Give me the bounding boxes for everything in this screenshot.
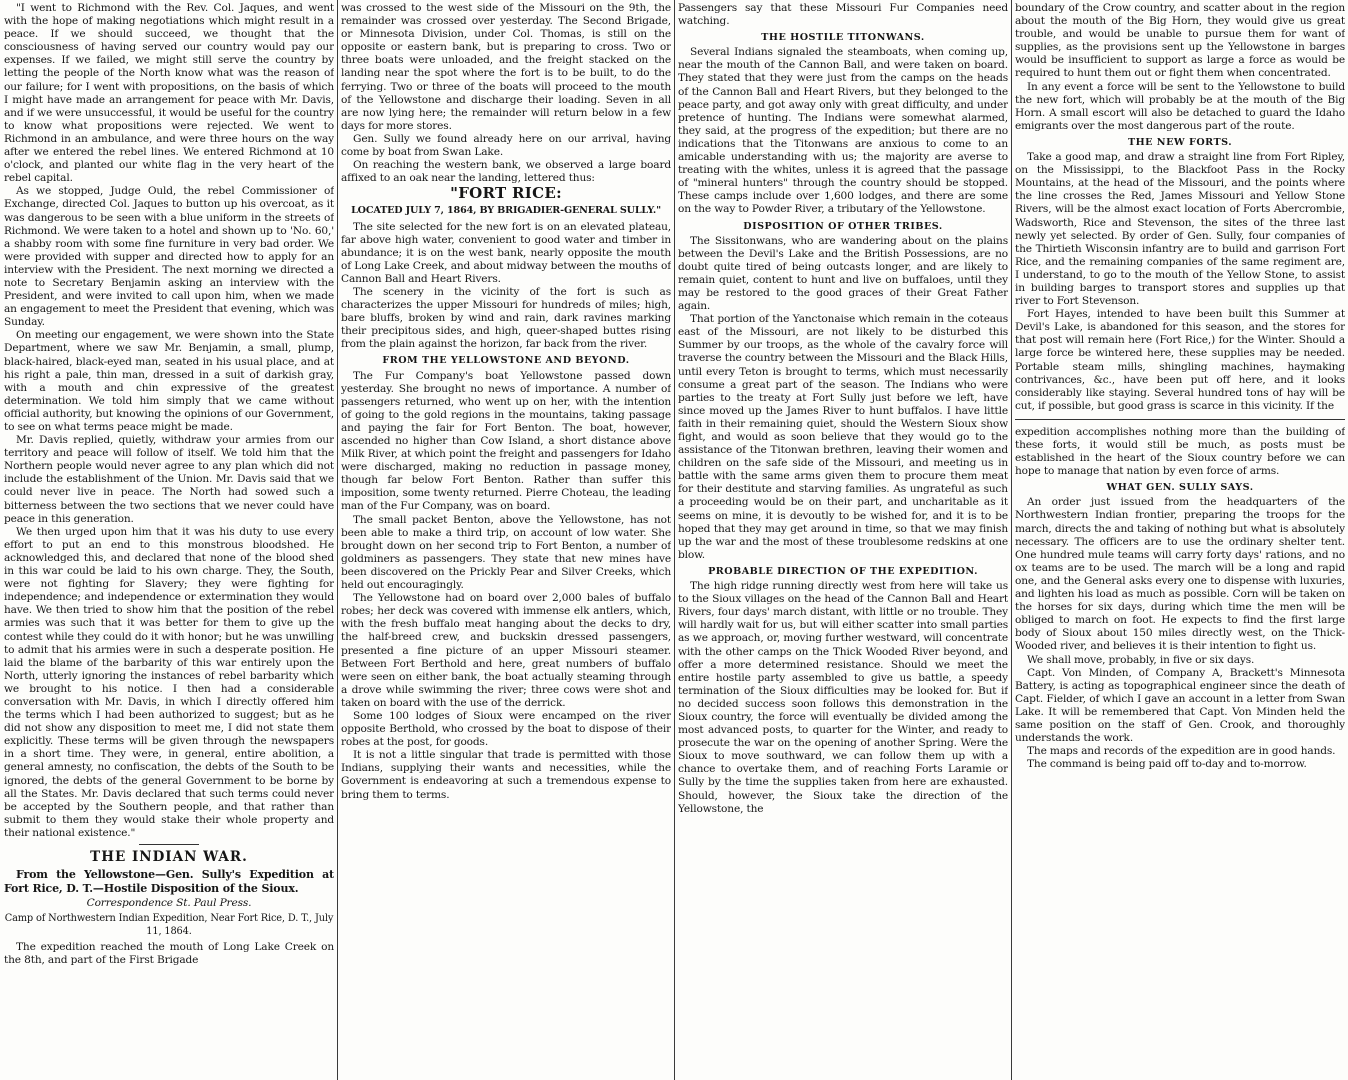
paragraph: The Yellowstone had on board over 2,000 bales of buffalo robes; her deck was covered with immense elk antlers, which, with the fresh buffalo meat hanging about the decks to dry, the half-breed crew, and buckskin dressed passengers, presented a fine picture of an upper Missouri steamer. Between Fort Berthold and here, great numbers of buffalo were seen on either bank, the boat actually steaming through a drove while swimming the river; three cows were shot and taken on board with the use of the derrick. bbox=[341, 592, 671, 709]
section-divider bbox=[139, 844, 199, 845]
paragraph: Passengers say that these Missouri Fur Companies need watching. bbox=[678, 2, 1008, 28]
paragraph: The command is being paid off to-day and to-morrow. bbox=[1027, 758, 1307, 771]
section-heading: FROM THE YELLOWSTONE AND BEYOND. bbox=[382, 355, 630, 367]
paragraph: That portion of the Yanctonaise which remain in the coteaus east of the Missouri, are not likely to be disturbed this Summer by our troops, as the whole of the cavalry force will traverse the country between the Missouri and the Black Hills, until every Teton is brought to terms, which must necessarily consume a great part of the season. The Indians who were parties to the treaty at Fort Sully just before we left, have since moved up the James River to hunt buffalos. I have little faith in their remaining quiet, should the Western Sioux show fight, and would as soon believe that they would go to the assistance of the Titonwan brethren, leaving their women and children on the safe side of the Missouri, and meeting us in battle with the same arms given them to procure them meat for their destitute and starving families. As ungrateful as such a proceeding would be on their part, and uncharitable as it seems on mine, it is devoutly to be wished for, and it is to be hoped that they may get around in time, so that we may finish up the war and the most of these troublesome redskins at one blow. bbox=[678, 313, 1008, 561]
paragraph: In any event a force will be sent to the Yellowstone to build the new fort, which will probably be at the mouth of the Big Horn. A small escort will also be detached to guard the Idaho emigrants over the most dangerous part of the route. bbox=[1015, 80, 1345, 132]
paragraph: The Sissitonwans, who are wandering about on the plains between the Devil's Lake and the British Possessions, are no doubt quite tired of being outcasts longer, and are likely to remain quiet, content to hunt and live on buffaloes, until they may be restored to the good graces of their Great Father again. bbox=[678, 234, 1008, 313]
paragraph: The high ridge running directly west from here will take us to the Sioux villages on the head of the Cannon Ball and Heart Rivers, four days' march distant, with little or no trouble. They will hardly wait for us, but will either scatter into small parties as we approach, or, moving further westward, will concentrate with the other camps on the Thick Wooded River beyond, and offer a more determined resistance. Should we meet the entire hostile party assembled to give us battle, a speedy termination of the Sioux difficulties may be looked for. But if no decided success soon follows this demonstration in the Sioux country, the force will eventually be divided among the most advanced posts, to quarter for the Winter, and ready to prosecute the war on the opening of another Spring. Were the Sioux to move southward, we can follow them up with a chance to overtake them, and of reaching Forts Laramie or Sully by the time the supplies taken from here are exhausted. Should, however, the Sioux take the direction of the Yellowstone, the bbox=[678, 580, 1008, 815]
section-heading: THE NEW FORTS. bbox=[1127, 136, 1233, 148]
paragraph: The maps and records of the expedition are in good hands. bbox=[1027, 745, 1336, 758]
article-title: THE INDIAN WAR. bbox=[90, 849, 248, 865]
column-3 bbox=[678, 2, 1008, 1078]
paragraph: Fort Hayes, intended to have been built this Summer at Devil's Lake, is abandoned for this season, and the stores for that post will remain here (Fort Rice,) for the Winter. Should a large force be wintered here, these supplies may be needed. Portable steam mills, shingling machines, haymaking contrivances, &c., have been put off here, and it looks considerably like staying. Several hundred tons of hay will be cut, if possible, but good grass is scarce in this vicinity. If the bbox=[1015, 308, 1345, 412]
sign-subheading: LOCATED JULY 7, 1864, BY BRIGADIER-GENERAL SULLY." bbox=[351, 205, 661, 217]
paragraph: The small packet Benton, above the Yellowstone, has not been able to make a third trip, on account of low water. She brought down on her second trip to Fort Benton, a number of goldminers as passengers. They state that new mines have been discovered on the Prickly Pear and Silver Creeks, which held out encouragingly. bbox=[341, 513, 671, 592]
paragraph: The scenery in the vicinity of the fort is such as characterizes the upper Missouri for hundreds of miles; high, bare bluffs, broken by wind and rain, dark ravines marking their precipitous sides, and high, queer-shaped buttes rising from the plain against the horizon, far back from the river. bbox=[341, 285, 671, 351]
column-4 bbox=[1015, 2, 1345, 1078]
paragraph: We then urged upon him that it was his duty to use every effort to put an end to this monstrous bloodshed. He acknowledged this, and declared that none of the blood shed in this war could be laid to his own charge. They, the South, were not fighting for Slavery; they were fighting for independence; and independence or extermination they would have. We then tried to show him that the position of the rebel armies was such that it was better for them to give up the contest while they could do it with honor; but he was unwilling to admit that his armies were in such a desperate position. He laid the blame of the barbarity of this war entirely upon the North, utterly ignoring the instances of rebel barbarity which we brought to his notice. I then had a considerable conversation with Mr. Davis, in which I directly offered him the terms which I had been authorized to suggest; but as he did not show any disposition to meet me, I did not state them explicitly. These terms will be given through the newspapers in a short time. They were, in general, entire abolition, a general amnesty, no confiscation, the debts of the South to be ignored, the debts of the general Government to be borne by all the States. Mr. Davis declared that such terms could never be accepted by the Southern people, and that rather than submit to them they would stake their whole property and their national existence." bbox=[4, 525, 334, 839]
paragraph: As we stopped, Judge Ould, the rebel Commissioner of Exchange, directed Col. Jaques to button up his overcoat, as it was dangerous to be seen with a blue uniform in the streets of Richmond. We were taken to a hotel and shown up to 'No. 60,' a shabby room with some fine furniture in very bad order. We were provided with supper and directed how to apply for an interview with the President. The next morning we directed a note to Secretary Benjamin asking an interview with the President, and were invited to call upon him, when we made an engagement to meet the President that evening, which was Sunday. bbox=[4, 185, 334, 329]
paragraph: Several Indians signaled the steamboats, when coming up, near the mouth of the Cannon Ball, and were taken on board. They stated that they were just from the camps on the heads of the Cannon Ball and Heart Rivers, but they belonged to the peace party, and got away only with great difficulty, and under pretence of hunting. The Indians were somewhat alarmed, they said, at the progress of the expedition; but there are no indications that the Titonwans are anxious to come to an amicable understanding with us; the majority are averse to treating with the whites, unless it is agreed that the passage of "mineral hunters" through the country should be stopped. These camps include over 1,600 lodges, and there are some on the way to Powder River, a tributary of the Yellowstone. bbox=[678, 46, 1008, 216]
column-rule bbox=[674, 0, 675, 1080]
column-rule bbox=[337, 0, 338, 1080]
paragraph: "I went to Richmond with the Rev. Col. Jaques, and went with the hope of making negotiations which might result in a peace. If we should succeed, we thought that the consciousness of having served our country would pay our expenses. If we failed, we might still serve the country by letting the people of the North know what was the reason of our failure; for I went with propositions, on the basis of which I might have made an arrangement for peace with Mr. Davis, and if we were unsuccessful, it would be useful for the country to know what propositions were rejected. We went to Richmond in an ambulance, and were three hours on the way after we entered the rebel lines. We entered Richmond at 10 o'clock, and planted our white flag in the very heart of the rebel capital. bbox=[4, 2, 334, 185]
correspondence-line: Correspondence St. Paul Press. bbox=[86, 896, 252, 909]
section-heading: PROBABLE DIRECTION OF THE EXPEDITION. bbox=[708, 565, 978, 577]
section-rule bbox=[1015, 419, 1345, 420]
paragraph: Capt. Von Minden, of Company A, Brackett's Minnesota Battery, is acting as topographical engineer since the death of Capt. Fielder, of which I gave an account in a letter from Swan Lake. It will be remembered that Capt. Von Minden held the same position on the staff of Gen. Crook, and thoroughly understands the work. bbox=[1015, 666, 1345, 745]
paragraph: An order just issued from the headquarters of the Northwestern Indian frontier, preparing the troops for the march, directs the and taking of nothing but what is absolutely necessary. The officers are to use the ordinary shelter tent. One hundred mule teams will carry forty days' rations, and no ox teams are to be used. The march will be a long and rapid one, and the General asks every one to dispense with luxuries, and lighten his load as much as possible. Corn will be taken on the horses for six days, during which time the men will be obliged to march on foot. He expects to find the first large body of Sioux about 150 miles directly west, on the Thick-Wooded river, and believes it is their intention to fight us. bbox=[1015, 496, 1345, 653]
paragraph: Take a good map, and draw a straight line from Fort Ripley, on the Mississippi, to the Blackfoot Pass in the Rocky Mountains, at the head of the Missouri, and the points where the line crosses the Red, James Missouri and Yellow Stone Rivers, will be the almost exact location of Forts Abercrombie, Wadsworth, Rice and Stevenson, the sites of the three last newly yet selected. By order of Gen. Sully, four companies of the Thirtieth Wisconsin infantry are to build and garrison Fort Rice, and the remaining companies of the same regiment are, I understand, to go to the mouth of the Yellow Stone, to assist in building barges to transport stores and supplies up that river to Fort Stevenson. bbox=[1015, 151, 1345, 308]
paragraph: boundary of the Crow country, and scatter about in the region about the mouth of the Big Horn, they would give us great trouble, and would be unable to pursue them for want of supplies, as the provisions sent up the Yellowstone in barges would be insufficient to support as large a force as would be required to hunt them out or fight them when concentrated. bbox=[1015, 2, 1345, 80]
sign-heading: "FORT RICE: bbox=[450, 184, 562, 203]
paragraph: The Fur Company's boat Yellowstone passed down yesterday. She brought no news of importance. A number of passengers returned, who went up on her, with the intention of going to the gold regions in the mountains, taking passage and paying the fair for Fort Benton. The boat, however, ascended no higher than Cow Island, a short distance above Milk River, at which point the freight and passengers for Idaho were discharged, making no reduction in passage money, though far below Fort Benton. Rather than suffer this imposition, some twenty returned. Pierre Choteau, the leading man of the Fur Company, was on board. bbox=[341, 369, 671, 513]
dateline: Camp of Northwestern Indian Expedition, Near Fort Rice, D. T., July 11, 1864. bbox=[4, 913, 334, 938]
column-1 bbox=[4, 2, 334, 1078]
column-rule bbox=[1011, 0, 1012, 1080]
column-2 bbox=[341, 2, 671, 1078]
paragraph: Mr. Davis replied, quietly, withdraw your armies from our territory and peace will follow of itself. We told him that the Northern people would never agree to any plan which did not include the establishment of the Union. Mr. Davis said that we could never live in peace. The North had sowed such a bitterness between the two sections that we never could have peace in this generation. bbox=[4, 434, 334, 525]
section-heading: THE HOSTILE TITONWANS. bbox=[761, 32, 925, 44]
paragraph: expedition accomplishes nothing more than the building of these forts, it would still be much, as posts must be established in the heart of the Sioux country before we can hope to manage that nation by even force of arms. bbox=[1015, 425, 1345, 478]
paragraph: The expedition reached the mouth of Long Lake Creek on the 8th, and part of the First Brigade bbox=[4, 941, 334, 967]
paragraph: It is not a little singular that trade is permitted with those Indians, supplying their wants and necessities, while the Government is endeavoring at such a tremendous expense to bring them to terms. bbox=[341, 749, 671, 801]
paragraph: On meeting our engagement, we were shown into the State Department, where we saw Mr. Benjamin, a small, plump, black-haired, black-eyed man, seated in his usual place, and at his right a pale, thin man, dressed in a suit of darkish gray, with a mouth and chin expressive of the greatest determination. We told him simply that we came without official authority, but knowing the opinions of our Government, to see on what terms peace might be made. bbox=[4, 329, 334, 433]
paragraph: We shall move, probably, in five or six days. bbox=[1027, 653, 1255, 666]
section-heading: DISPOSITION OF OTHER TRIBES. bbox=[743, 220, 943, 232]
paragraph: The site selected for the new fort is on an elevated plateau, far above high water, convenient to good water and timber in abundance; it is on the west bank, nearly opposite the mouth of Long Lake Creek, and about midway between the mouths of Cannon Ball and Heart Rivers. bbox=[341, 220, 671, 285]
article-subheading: From the Yellowstone—Gen. Sully's Expedition at Fort Rice, D. T.—Hostile Disposition of the Sioux. bbox=[4, 868, 334, 895]
paragraph: On reaching the western bank, we observed a large board affixed to an oak near the landing, lettered thus: bbox=[341, 159, 671, 185]
paragraph: Gen. Sully we found already here on our arrival, having come by boat from Swan Lake. bbox=[341, 132, 671, 159]
paragraph: Some 100 lodges of Sioux were encamped on the river opposite Berthold, who crossed by the boat to dispose of their robes at the post, for goods. bbox=[341, 709, 671, 749]
section-heading: WHAT GEN. SULLY SAYS. bbox=[1106, 482, 1254, 494]
paragraph: was crossed to the west side of the Missouri on the 9th, the remainder was crossed over yesterday. The Second Brigade, or Minnesota Division, under Col. Thomas, is still on the opposite or eastern bank, but is preparing to cross. Two or three boats were unloaded, and the freight stacked on the landing near the spot where the fort is to be built, to do the ferrying. Two or three of the boats will proceed to the mouth of the Yellowstone and discharge their loading. Seven in all are now lying here; the remainder will return below in a few days for more stores. bbox=[341, 2, 671, 132]
